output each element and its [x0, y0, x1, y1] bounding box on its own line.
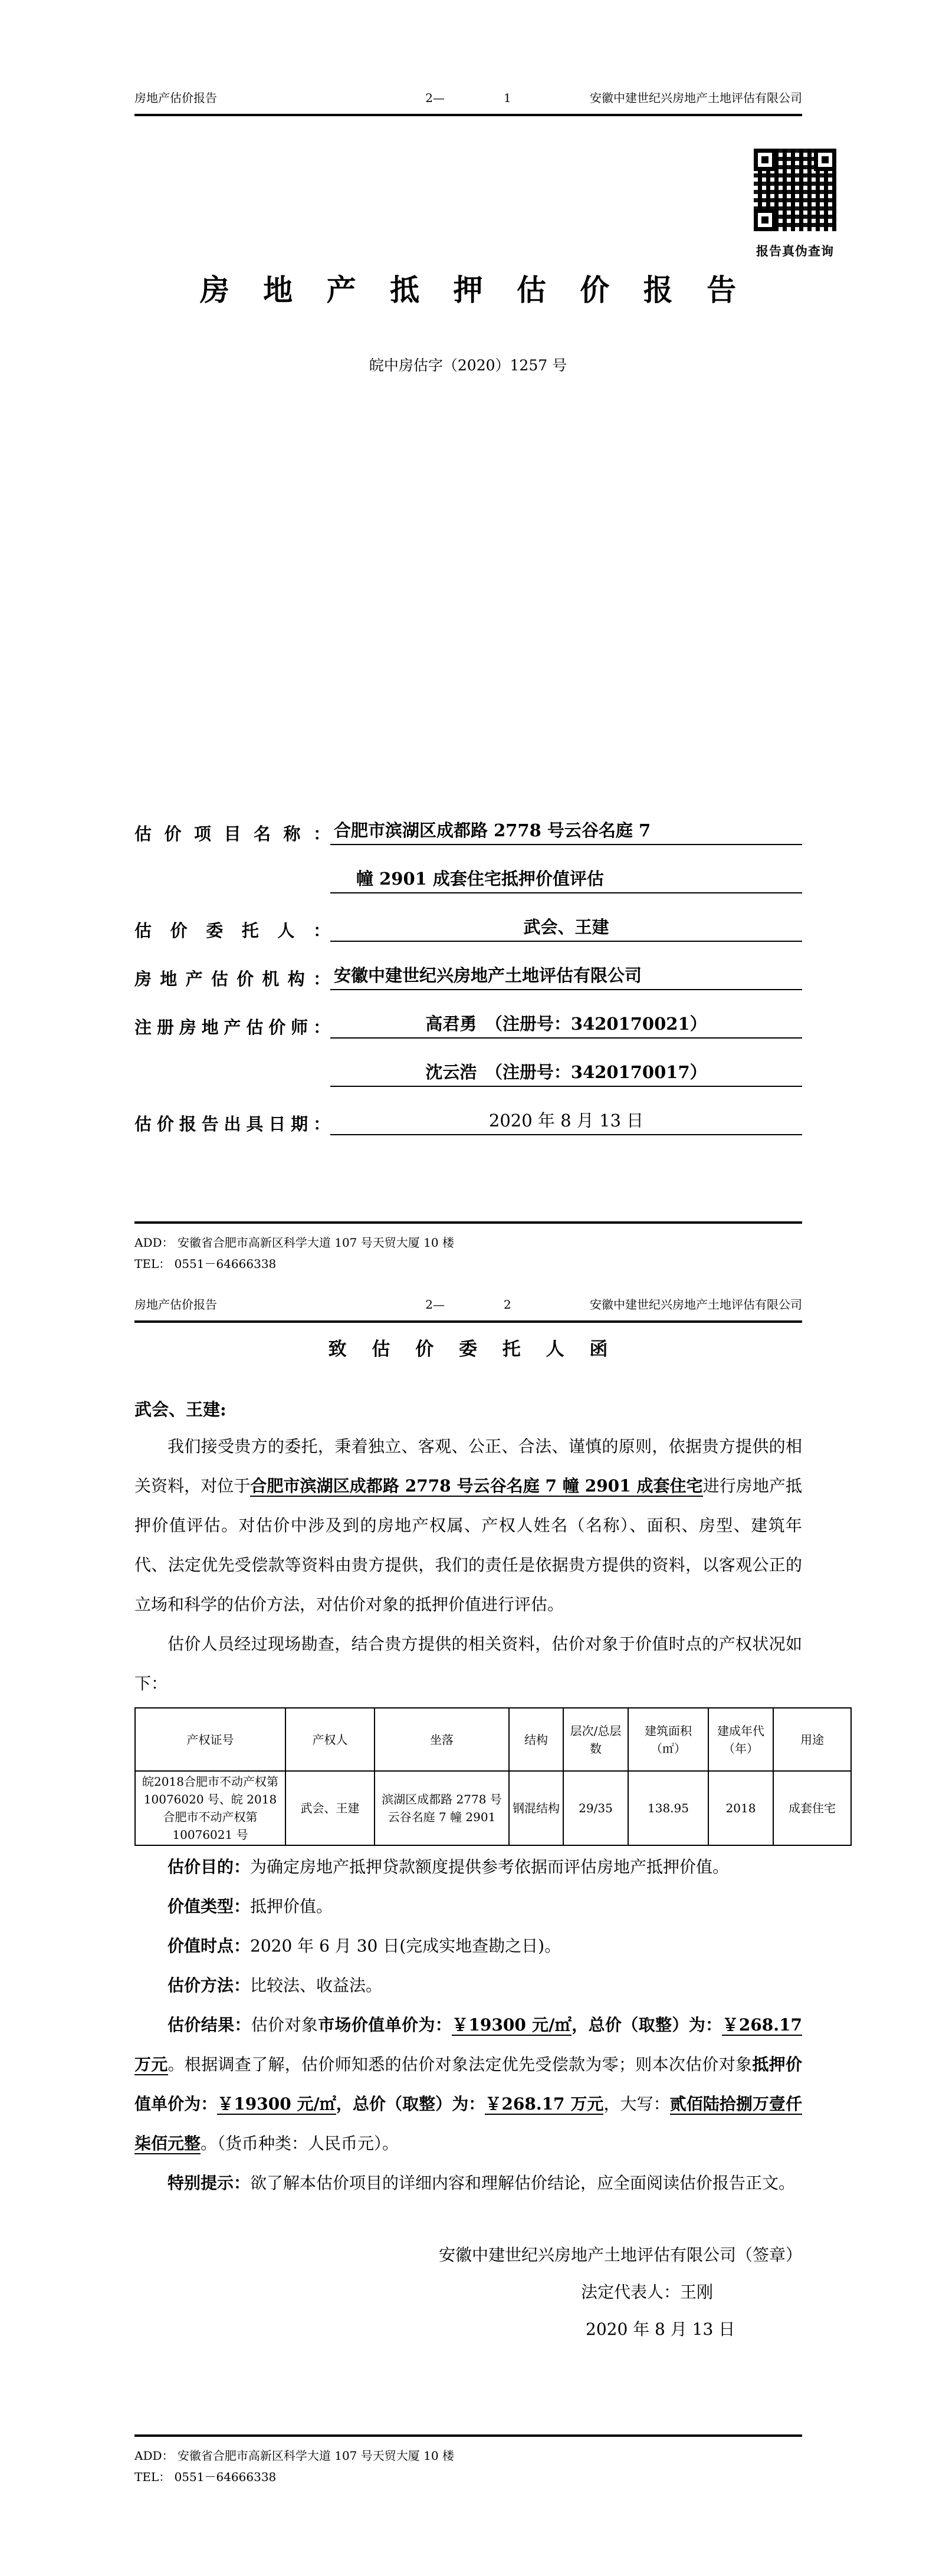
running-header-company: 安徽中建世纪兴房地产土地评估有限公司 — [590, 1297, 802, 1312]
qr-caption: 报告真伪查询 — [756, 244, 834, 258]
line-label: 价值时点： — [168, 1936, 251, 1956]
field-appraiser-1 — [134, 1004, 802, 1039]
appraisal-summary — [134, 1847, 802, 2203]
field-label: 房地产估价机构： — [134, 969, 330, 989]
line-text: 。根据调查了解，估价师知悉的估价对象法定优先受偿款为零；则本次估价对象 — [168, 2055, 753, 2074]
table-cell: 2018 — [708, 1771, 773, 1845]
page-number-current: 2 — [504, 1297, 511, 1312]
letter-body — [134, 1427, 802, 1703]
line-text: 估价对象 — [251, 2015, 318, 2035]
field-label: 估价项目名称： — [134, 824, 330, 844]
line-text: 抵押价值。 — [250, 1897, 333, 1916]
running-header-title: 房地产估价报告 — [134, 91, 217, 105]
amount-in-words: 贰佰陆拾捌万壹仟柒佰元整 — [134, 2094, 802, 2153]
report-page-2 — [0, 1288, 936, 2576]
cover-fields — [134, 811, 802, 1149]
field-appraiser-2 — [134, 1053, 802, 1087]
field-issue-date — [134, 1101, 802, 1135]
footer-telephone: TEL： 0551－64666338 — [134, 1257, 277, 1271]
field-label: 估价报告出具日期： — [134, 1114, 330, 1134]
line-text: ， — [336, 2094, 353, 2114]
field-client — [134, 908, 802, 942]
signature-block — [134, 2236, 802, 2348]
page2-footer — [134, 2434, 802, 2488]
table-cell: 29/35 — [563, 1771, 628, 1845]
signature-date: 2020 年 8 月 13 日 — [586, 2319, 735, 2339]
signature-legal-representative: 法定代表人：王刚 — [581, 2282, 714, 2302]
line-text: 抵押价值单价为： — [134, 2055, 802, 2114]
line-text: 。（货币种类：人民币元）。 — [201, 2134, 399, 2153]
page1-footer — [134, 1221, 802, 1274]
table-cell: 滨湖区成都路 2778 号云谷名庭 7 幢 2901 — [375, 1771, 509, 1845]
table-cell: 138.95 — [628, 1771, 708, 1845]
page2-running-header — [134, 1295, 802, 1323]
total-price-value: ￥268.17 万元 — [134, 2015, 802, 2074]
line-text: 为确定房地产抵押贷款额度提供参考依据而评估房地产抵押价值。 — [250, 1857, 730, 1877]
line-label: 估价结果： — [168, 2015, 251, 2035]
footer-telephone: TEL： 0551－64666338 — [134, 2470, 277, 2484]
line-label: 价值类型： — [168, 1897, 251, 1916]
line-text: 2020 年 6 月 30 日(完成实地查勘之日)。 — [250, 1936, 561, 1956]
qr-finder-icon — [814, 149, 836, 171]
running-header-company: 安徽中建世纪兴房地产土地评估有限公司 — [590, 91, 802, 105]
letter-paragraph-2: 估价人员经过现场勘查，结合贵方提供的相关资料，估价对象于价值时点的产权状况如下： — [134, 1634, 802, 1693]
qr-code — [750, 145, 840, 235]
table-header-cell: 坐落 — [375, 1708, 509, 1771]
table-cell: 钢混结构 — [509, 1771, 563, 1845]
field-value: 武会、王建 — [330, 914, 802, 942]
page-number-prefix: 2— — [425, 1297, 445, 1312]
paragraph-text: 我们接受贵方的委托，秉着独立、客观、公正、合法、谨慎的原则，依据贵方提供的相关资料，对位于 — [134, 1437, 802, 1496]
page-number-current: 1 — [504, 91, 511, 105]
mortgage-unit-price-value: ￥19300 元/㎡ — [217, 2094, 336, 2114]
field-value: 2020 年 8 月 13 日 — [330, 1108, 802, 1135]
field-project-name — [134, 811, 802, 845]
table-cell: 皖2018合肥市不动产权第 10076020 号、皖 2018 合肥市不动产权第 10076021 号 — [135, 1771, 285, 1845]
field-value: 安徽中建世纪兴房地产土地评估有限公司 — [330, 962, 802, 990]
field-label: 估价委托人： — [134, 921, 330, 941]
report-number: 皖中房估字（2020）1257 号 — [369, 357, 567, 374]
line-label: 估价方法： — [168, 1976, 251, 1995]
field-value: 幢 2901 成套住宅抵押价值评估 — [330, 866, 802, 893]
page-number-prefix: 2— — [425, 91, 445, 105]
letter-salutation: 武会、王建: — [134, 1399, 226, 1420]
footer-address: ADD： 安徽省合肥市高新区科学大道 107 号天贸大厦 10 楼 — [134, 1236, 454, 1250]
unit-price-value: ￥19300 元/㎡ — [452, 2015, 572, 2035]
table-header-cell: 用途 — [773, 1708, 851, 1771]
qr-finder-icon — [754, 209, 776, 231]
value-time-point — [134, 1926, 802, 1966]
appraisal-result — [134, 2005, 802, 2163]
field-project-name-line2 — [134, 859, 802, 893]
line-text: 市场价值单价为： — [318, 2015, 452, 2035]
line-text: 欲了解本估价项目的详细内容和理解估价结论，应全面阅读估价报告正文。 — [250, 2173, 796, 2193]
letter-title: 致 估 价 委 托 人 函 — [328, 1339, 618, 1360]
table-header-cell: 产权证号 — [135, 1708, 285, 1771]
report-title: 房 地 产 抵 押 估 价 报 告 — [199, 272, 748, 307]
line-label: 估价目的： — [168, 1857, 251, 1877]
table-header-cell: 建筑面积（㎡） — [628, 1708, 708, 1771]
field-value: 高君勇 （注册号：3420170021） — [330, 1011, 802, 1039]
field-value: 沈云浩 （注册号：3420170017） — [330, 1059, 802, 1087]
signature-company: 安徽中建世纪兴房地产土地评估有限公司（签章） — [438, 2245, 802, 2265]
table-row — [135, 1771, 851, 1845]
table-header-cell: 产权人 — [285, 1708, 375, 1771]
table-header-row — [135, 1708, 851, 1771]
table-cell: 成套住宅 — [773, 1771, 851, 1845]
ownership-table — [134, 1707, 852, 1846]
appraisal-method — [134, 1966, 802, 2005]
footer-address: ADD： 安徽省合肥市高新区科学大道 107 号天贸大厦 10 楼 — [134, 2449, 454, 2463]
line-text: 总价（取整）为： — [352, 2094, 485, 2114]
page-number — [425, 1297, 511, 1312]
table-header-cell: 结构 — [509, 1708, 563, 1771]
field-agency — [134, 956, 802, 990]
line-text: ， — [572, 2015, 589, 2035]
value-type — [134, 1887, 802, 1926]
table-header-cell: 建成年代（年） — [708, 1708, 773, 1771]
letter-paragraph-1 — [134, 1427, 802, 1624]
page-number — [425, 91, 511, 105]
line-text: 比较法、收益法。 — [250, 1976, 383, 1995]
special-notice — [134, 2163, 802, 2203]
appraisal-purpose — [134, 1847, 802, 1887]
table-header-cell: 层次/总层数 — [563, 1708, 628, 1771]
line-label: 特别提示： — [168, 2173, 251, 2193]
subject-property-text: 合肥市滨湖区成都路 2778 号云谷名庭 7 幢 2901 成套住宅 — [250, 1476, 703, 1496]
field-value: 合肥市滨湖区成都路 2778 号云谷名庭 7 — [330, 817, 802, 845]
line-text: 总价（取整）为： — [588, 2015, 722, 2035]
field-label: 注册房地产估价师： — [134, 1017, 330, 1037]
paragraph-text: 进行房地产抵押价值评估。对估价中涉及到的房地产权属、产权人姓名（名称）、面积、房型、建筑年代、法定优先受偿款等资料由贵方提供，我们的责任是依据贵方提供的资料，以客观公正的立场和科学的估价方法，对估价对象的抵押价值进行评估。 — [134, 1476, 802, 1614]
page1-running-header — [134, 88, 802, 116]
report-verification-block — [750, 145, 840, 259]
table-cell: 武会、王建 — [285, 1771, 375, 1845]
running-header-title: 房地产估价报告 — [134, 1297, 217, 1312]
line-text: ，大写： — [603, 2094, 670, 2114]
qr-finder-icon — [754, 149, 776, 171]
mortgage-total-price-value: ￥268.17 万元 — [485, 2094, 604, 2114]
